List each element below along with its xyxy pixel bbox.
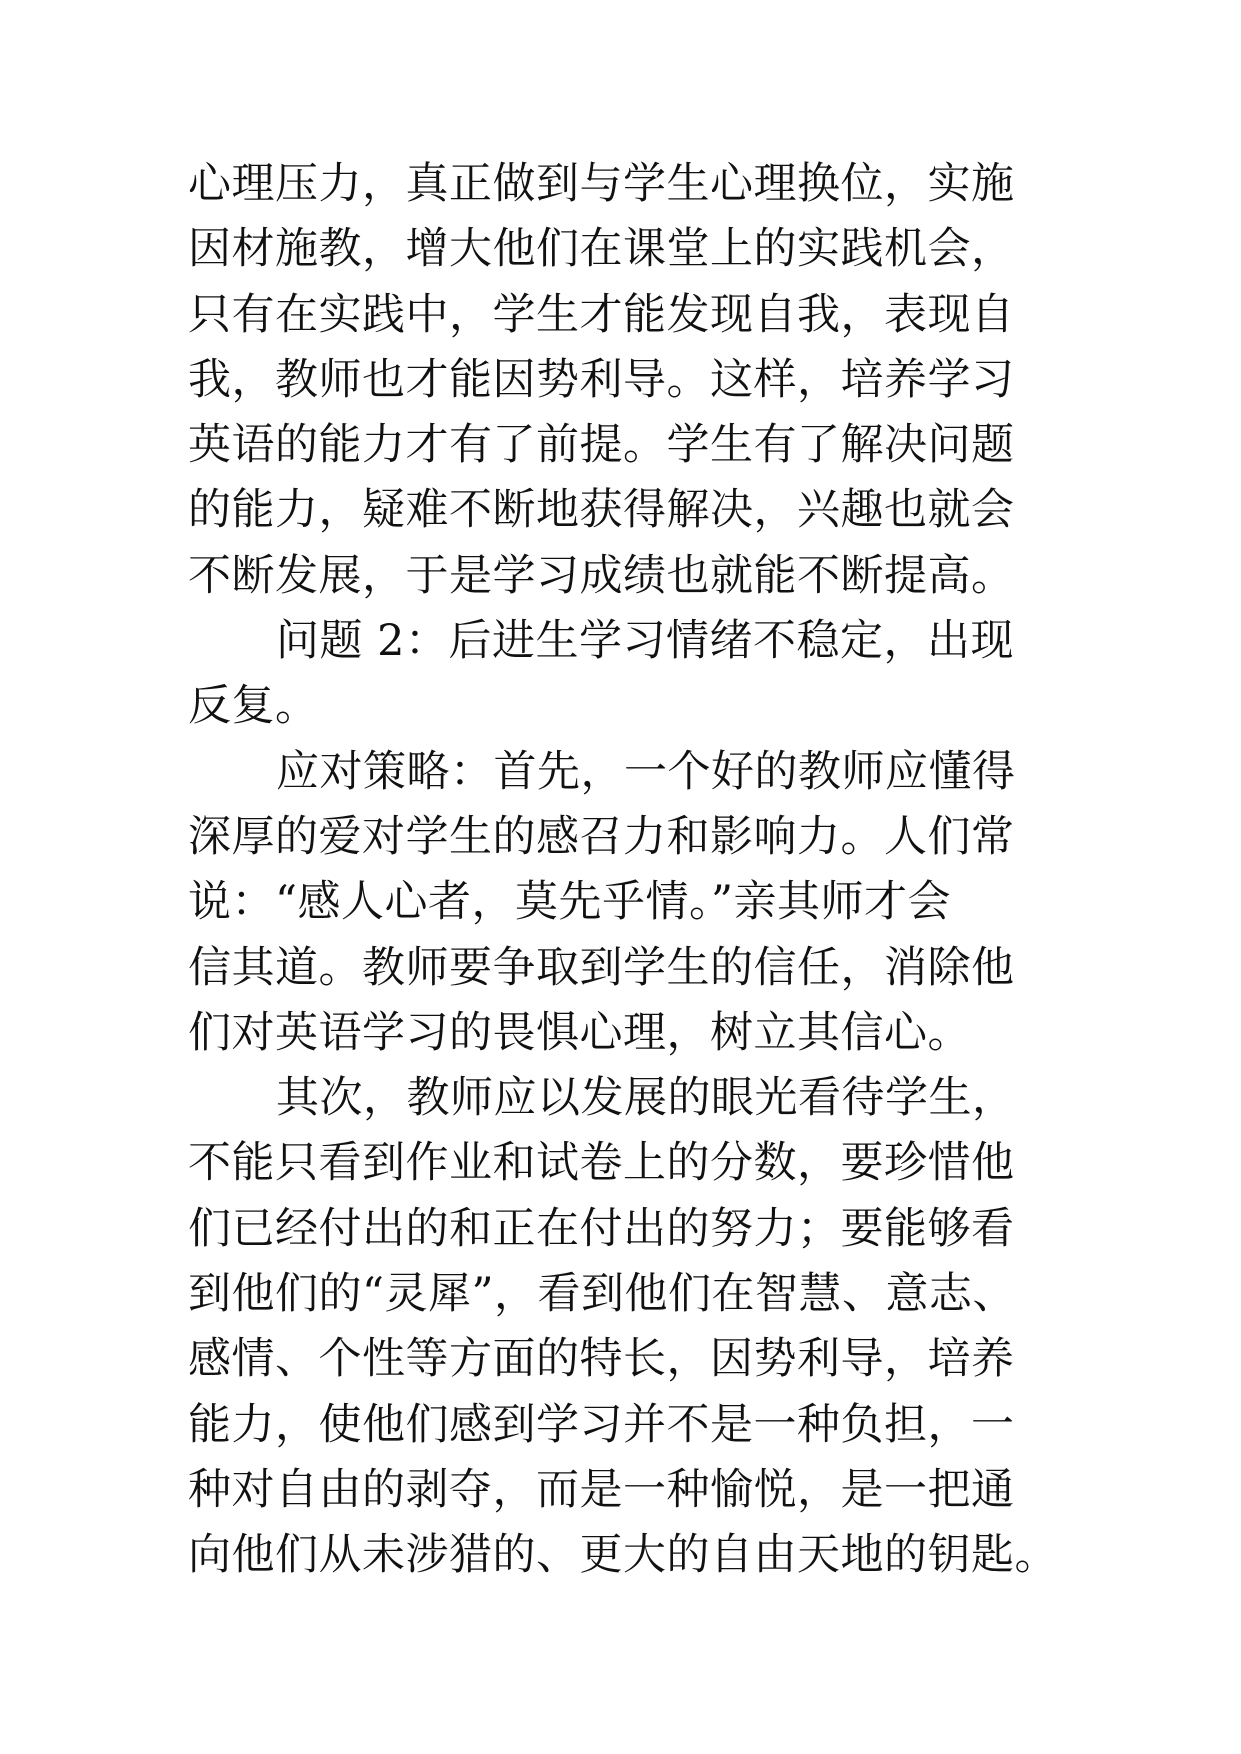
text-line: 到他们的“灵犀”，看到他们在智慧、意志、	[188, 1269, 1016, 1320]
text-line: 能力，使他们感到学习并不是一种负担，一	[188, 1399, 1015, 1450]
question-heading: 问题 2：后进生学习情绪不稳定，出现	[276, 616, 1015, 667]
text-line: 向他们从未涉猎的、更大的自由天地的钥匙。	[188, 1530, 1058, 1581]
text-line: 英语的能力才有了前提。学生有了解决问题	[188, 420, 1015, 471]
text-line: 不能只看到作业和试卷上的分数，要珍惜他	[188, 1138, 1015, 1189]
text-line: 深厚的爱对学生的感召力和影响力。人们常	[188, 811, 1015, 862]
text-line: 反复。	[188, 681, 319, 732]
text-line: 因材施教，增大他们在课堂上的实践机会，	[188, 224, 1015, 275]
text-line: 说：“感人心者，莫先乎情。”亲其师才会	[188, 877, 951, 928]
body-text	[188, 152, 1068, 1589]
text-line: 感情、个性等方面的特长，因势利导，培养	[188, 1334, 1015, 1385]
text-line: 信其道。教师要争取到学生的信任，消除他	[188, 942, 1015, 993]
text-line: 们对英语学习的畏惧心理，树立其信心。	[188, 1007, 971, 1058]
strategy-paragraph-start: 应对策略：首先，一个好的教师应懂得	[276, 746, 1016, 797]
text-line: 们已经付出的和正在付出的努力；要能够看	[188, 1203, 1015, 1254]
text-line: 不断发展，于是学习成绩也就能不断提高。	[188, 550, 1015, 601]
text-line: 心理压力，真正做到与学生心理换位，实施	[188, 159, 1015, 209]
text-line: 我，教师也才能因势利导。这样，培养学习	[188, 354, 1015, 405]
text-line: 只有在实践中，学生才能发现自我，表现自	[188, 289, 1015, 340]
text-line: 的能力，疑难不断地获得解决，兴趣也就会	[188, 485, 1015, 536]
text-line: 种对自由的剥夺，而是一种愉悦，是一把通	[188, 1464, 1015, 1515]
paragraph-start: 其次，教师应以发展的眼光看待学生，	[276, 1073, 1016, 1124]
